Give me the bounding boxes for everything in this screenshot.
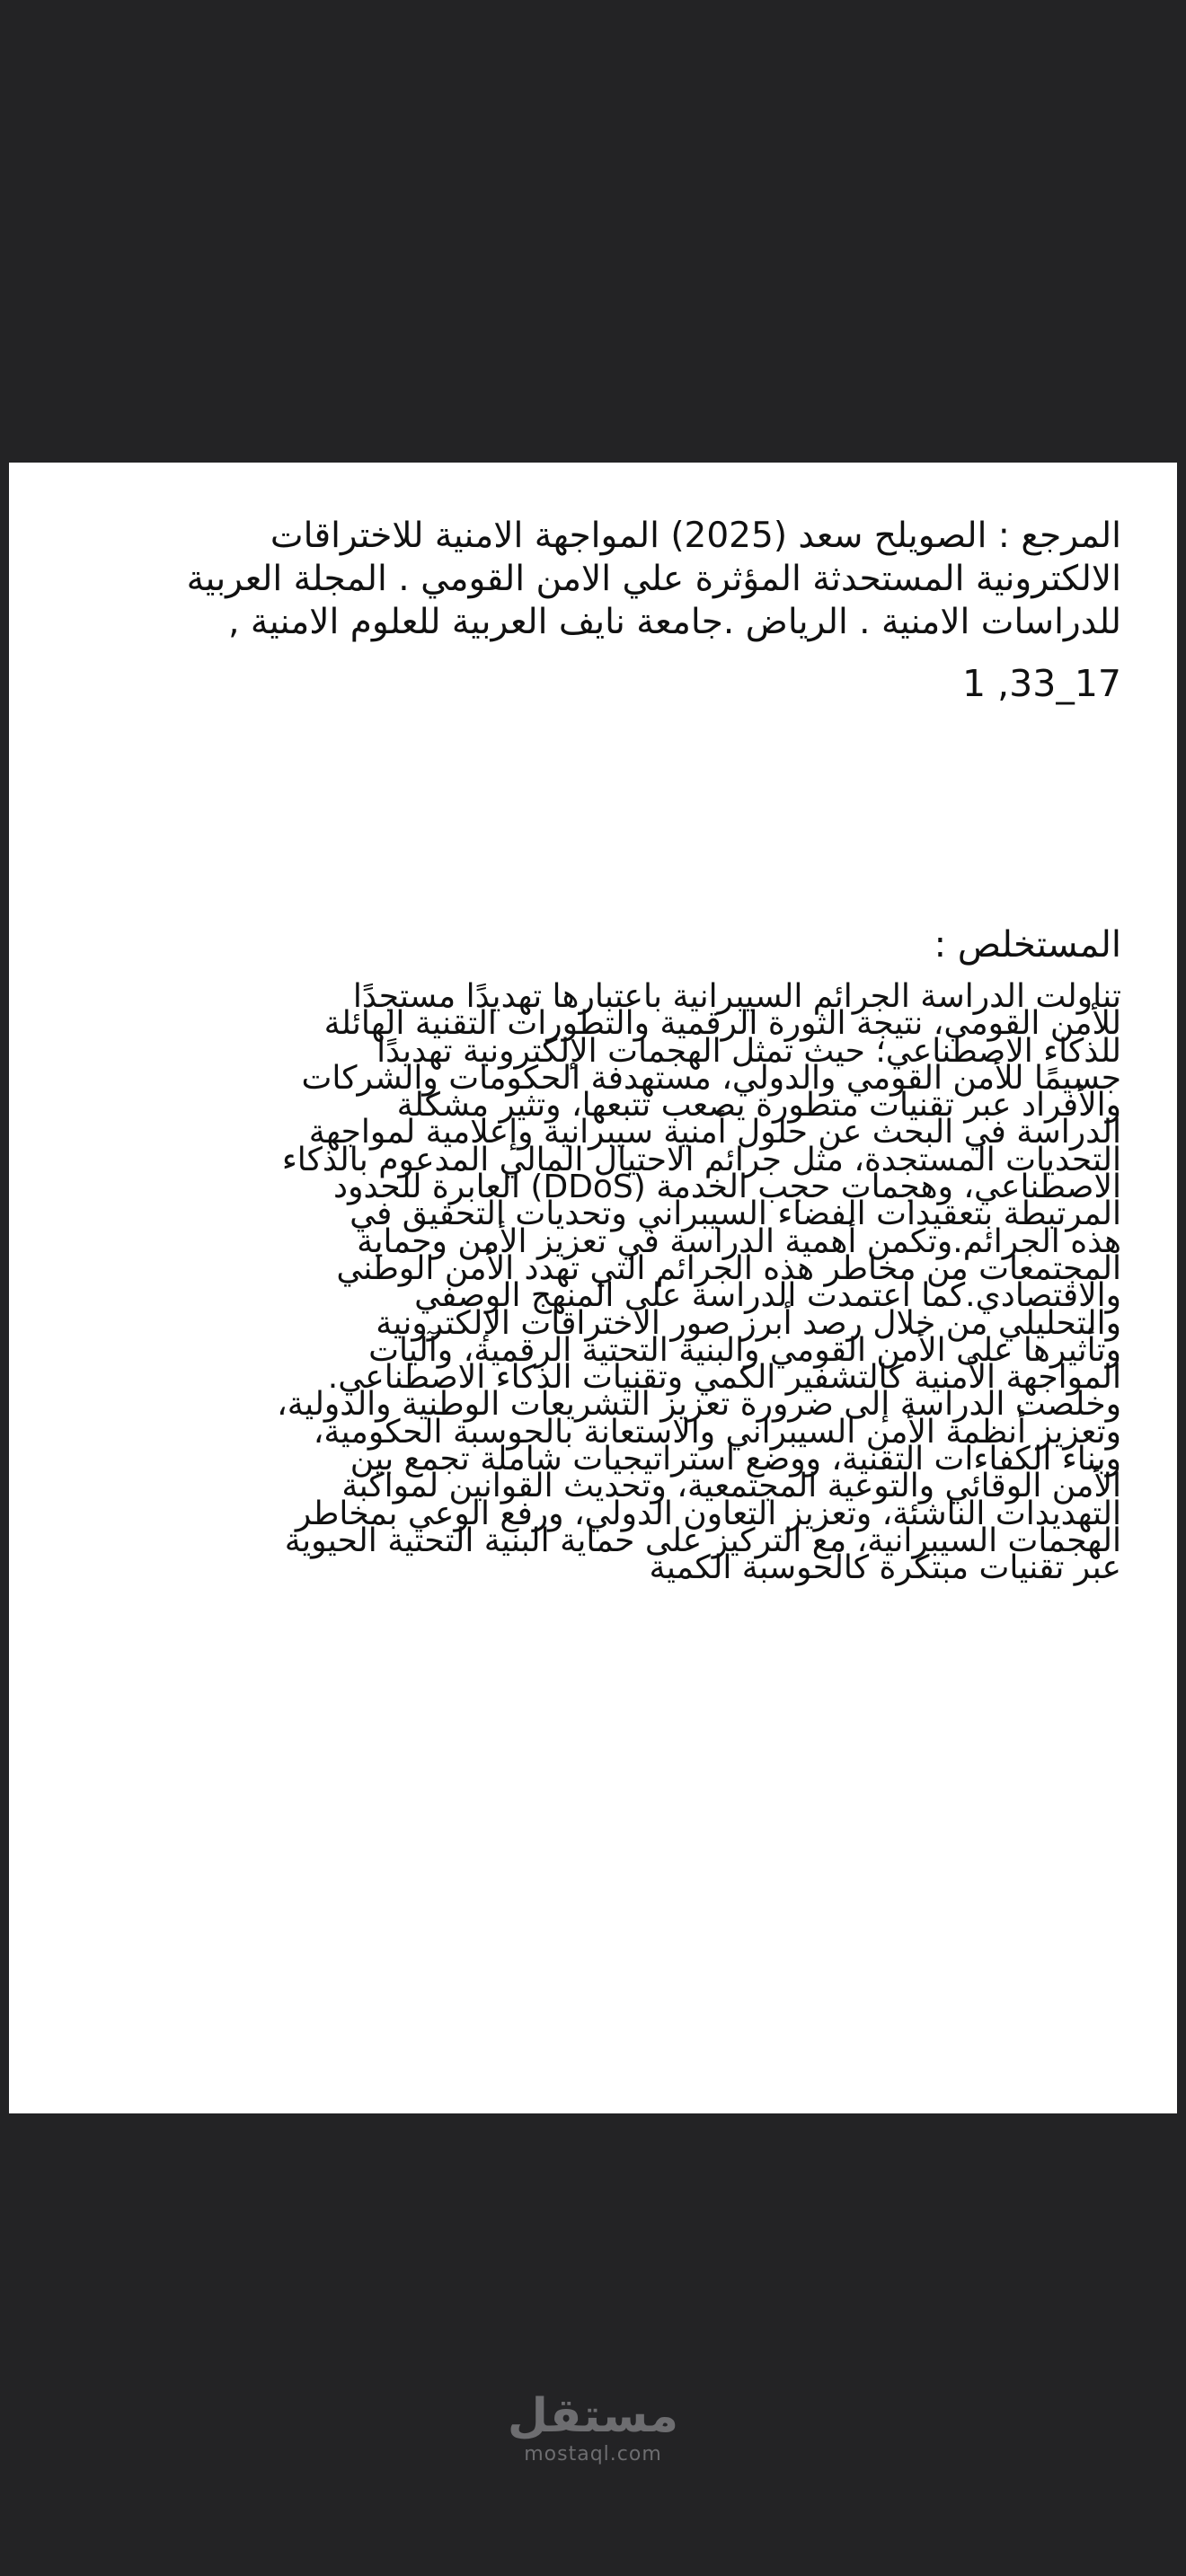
mostaql-watermark bbox=[0, 2389, 1186, 2466]
abstract-line: جسيمًا للأمن القومي والدولي، مستهدفة الحكومات والشركات bbox=[301, 1059, 1121, 1097]
mostaql-url: mostaql.com bbox=[524, 2443, 662, 2466]
abstract-line: وتأثيرها على الأمن القومي والبنية التحتية الرقمية، وآليات bbox=[368, 1331, 1121, 1369]
abstract-line: والاقتصادي.كما اعتمدت الدراسة على المنهج الوصفي bbox=[414, 1277, 1121, 1315]
abstract-line: للأمن القومي، نتيجة الثورة الرقمية والتطورات التقنية الهائلة bbox=[323, 1005, 1121, 1043]
abstract-body bbox=[277, 978, 1121, 1587]
reference-line: الالكترونية المستحدثة المؤثرة علي الامن القومي . المجلة العربية bbox=[186, 559, 1121, 599]
abstract-line: وتعزيز أنظمة الأمن السيبراني والاستعانة بالحوسبة الحكومية، bbox=[313, 1413, 1121, 1451]
reference-citation bbox=[187, 515, 1121, 644]
abstract-line: عبر تقنيات مبتكرة كالحوسبة الكمية bbox=[649, 1549, 1121, 1587]
reference-line: للدراسات الامنية . الرياض .جامعة نايف العربية للعلوم الامنية , bbox=[228, 602, 1121, 642]
abstract-line: الدراسة في البحث عن حلول أمنية سيبرانية وإعلامية لمواجهة bbox=[308, 1114, 1121, 1151]
abstract-heading: المستخلص : bbox=[934, 924, 1121, 966]
abstract-line: والتحليلي من خلال رصد أبرز صور الاختراقات الإلكترونية bbox=[376, 1304, 1121, 1342]
abstract-line: التحديات المستجدة، مثل جرائم الاحتيال المالي المدعوم بالذكاء bbox=[281, 1141, 1121, 1178]
document-page bbox=[9, 463, 1177, 2113]
abstract-line: تناولت الدراسة الجرائم السيبرانية باعتبارها تهديدًا مستجدًا bbox=[352, 978, 1121, 1015]
mostaql-logo: مستقل bbox=[507, 2389, 679, 2443]
abstract-line: التهديدات الناشئة، وتعزيز التعاون الدولي، ورفع الوعي بمخاطر bbox=[295, 1495, 1121, 1532]
abstract-line: الاصطناعي، وهجمات حجب الخدمة (DDoS) العابرة للحدود bbox=[333, 1169, 1121, 1206]
abstract-line: للذكاء الاصطناعي؛ حيث تمثل الهجمات الإلكترونية تهديدًا bbox=[376, 1032, 1121, 1070]
abstract-line: الهجمات السيبرانية، مع التركيز على حماية البنية التحتية الحيوية bbox=[284, 1522, 1121, 1559]
abstract-line: وخلصت الدراسة إلى ضرورة تعزيز التشريعات الوطنية والدولية، bbox=[277, 1386, 1121, 1424]
abstract-line: المرتبطة بتعقيدات الفضاء السيبراني وتحديات التحقيق في bbox=[350, 1195, 1121, 1233]
abstract-line: المواجهة الأمنية كالتشفير الكمي وتقنيات الذكاء الاصطناعي. bbox=[327, 1359, 1121, 1397]
abstract-line: المجتمعات من مخاطر هذه الجرائم التي تهدد الأمن الوطني bbox=[336, 1249, 1121, 1287]
abstract-line: وبناء الكفاءات التقنية، ووضع استراتيجيات شاملة تجمع بين bbox=[350, 1441, 1121, 1478]
abstract-line: والأفراد عبر تقنيات متطورة يصعب تتبعها، وتثير مشكلة bbox=[396, 1087, 1121, 1125]
abstract-line: الأمن الوقائي والتوعية المجتمعية، وتحديث القوانين لمواكبة bbox=[341, 1468, 1121, 1505]
reference-pages: 1 ,33_17 bbox=[962, 662, 1121, 705]
abstract-line: هذه الجرائم.وتكمن أهمية الدراسة في تعزيز الأمن وحماية bbox=[357, 1222, 1121, 1260]
reference-line: المرجع : الصويلح سعد (2025) المواجهة الامنية للاختراقات bbox=[270, 516, 1121, 556]
